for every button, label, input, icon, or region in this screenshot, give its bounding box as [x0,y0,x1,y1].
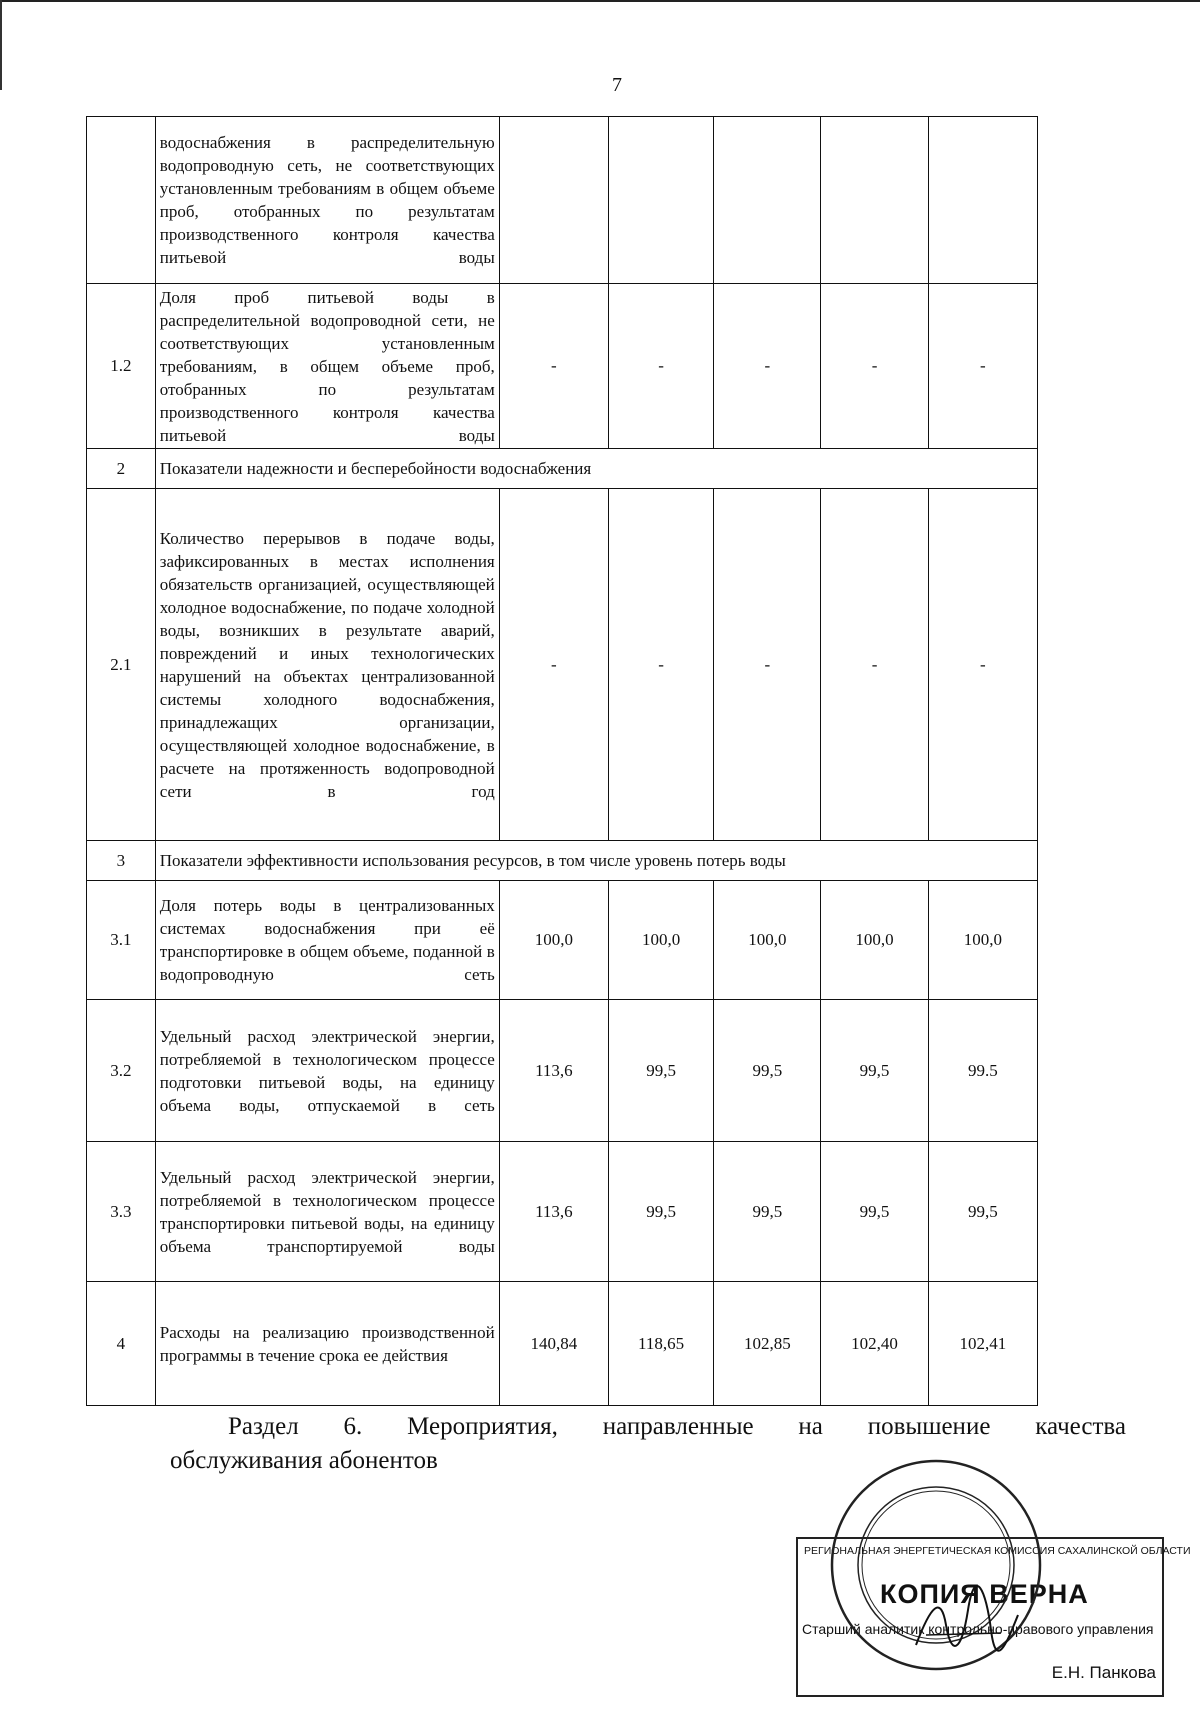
value-cell: 102,85 [714,1282,821,1406]
stamp-signer-name: Е.Н. Панкова [1051,1663,1156,1682]
value-cell: 113,6 [499,1142,608,1282]
heading-word: 6. [343,1413,363,1440]
row-number: 1.2 [87,284,156,449]
value-cell: 100,0 [928,881,1037,1000]
indicator-description: Удельный расход электрической энергии, потребляемой в технологическом процессе подготовки питьевой воды, на единицу объема воды, отпускаемой в сеть [155,1000,499,1142]
section-6-heading-line2: обслуживания абонентов [170,1447,438,1474]
value-cell: 100,0 [499,881,608,1000]
section-title: Показатели надежности и бесперебойности водоснабжения [155,449,1037,489]
value-cell [928,117,1037,284]
indicator-description: Количество перерывов в подаче воды, зафиксированных в местах исполнения обязательств организацией, осуществляющей холодное водоснабжение, по подаче холодной воды, возникших в результате аварий, повреждений и иных технологических нарушений на объектах централизованной системы холодного водоснабжения, принадлежащих организации, осуществляющей холодное водоснабжение, в расчете на протяженность водопроводной сети в год [155,489,499,841]
value-cell: - [821,284,928,449]
value-cell: - [714,489,821,841]
value-cell: - [928,284,1037,449]
value-cell: 99,5 [714,1000,821,1142]
section-number: 2 [87,449,156,489]
row-number: 2.1 [87,489,156,841]
row-number: 4 [87,1282,156,1406]
stamp-copy-certified: КОПИЯ ВЕРНА [880,1579,1089,1609]
section-row [87,841,1038,881]
certification-stamp [796,1455,1196,1716]
heading-word: качества [1035,1413,1126,1440]
heading-word: повышение [867,1413,991,1440]
indicator-description: Расходы на реализацию производственной программы в течение срока ее действия [155,1282,499,1406]
value-cell: - [714,284,821,449]
value-cell: 100,0 [714,881,821,1000]
table-row [87,284,1038,449]
table-row [87,489,1038,841]
value-cell: 99,5 [609,1142,714,1282]
value-cell: 113,6 [499,1000,608,1142]
table-row [87,1282,1038,1406]
row-number: 3.2 [87,1000,156,1142]
value-cell: - [928,489,1037,841]
indicator-description: водоснабжения в распределительную водопроводную сеть, не соответствующих установленным требованиям в общем объеме проб, отобранных по результатам производственного контроля качества питьевой воды [155,117,499,284]
scan-left-edge [0,0,2,90]
value-cell: 102,41 [928,1282,1037,1406]
table-row [87,1000,1038,1142]
section-title: Показатели эффективности использования ресурсов, в том числе уровень потерь воды [155,841,1037,881]
value-cell: 99,5 [714,1142,821,1282]
section-6-heading-line1 [170,1410,1126,1444]
section-number: 3 [87,841,156,881]
value-cell: 102,40 [821,1282,928,1406]
value-cell: - [499,284,608,449]
value-cell [609,117,714,284]
value-cell: 99,5 [928,1142,1037,1282]
table-row [87,1142,1038,1282]
value-cell: 100,0 [821,881,928,1000]
heading-word: на [798,1413,823,1440]
heading-word: направленные [602,1413,754,1440]
section-row [87,449,1038,489]
value-cell: 99.5 [928,1000,1037,1142]
stamp-organization: РЕГИОНАЛЬНАЯ ЭНЕРГЕТИЧЕСКАЯ КОМИССИЯ САХАЛИНСКОЙ ОБЛАСТИ [804,1545,1191,1557]
value-cell: - [821,489,928,841]
indicator-description: Удельный расход электрической энергии, потребляемой в технологическом процессе транспортировки питьевой воды, на единицу объема транспортируемой воды [155,1142,499,1282]
value-cell: - [499,489,608,841]
table-row [87,881,1038,1000]
value-cell: 100,0 [609,881,714,1000]
value-cell: - [609,284,714,449]
value-cell: 99,5 [821,1142,928,1282]
row-number [87,117,156,284]
value-cell: 99,5 [609,1000,714,1142]
value-cell: 118,65 [609,1282,714,1406]
value-cell [499,117,608,284]
stamp-role: Старший аналитик контрольно-правового управления [802,1621,1154,1637]
table-row [87,117,1038,284]
indicator-description: Доля потерь воды в централизованных системах водоснабжения при её транспортировке в общем объеме, поданной в водопроводную сеть [155,881,499,1000]
heading-word: Раздел [228,1413,299,1440]
value-cell: 140,84 [499,1282,608,1406]
heading-word: Мероприятия, [407,1413,558,1440]
value-cell: - [609,489,714,841]
row-number: 3.1 [87,881,156,1000]
value-cell [714,117,821,284]
row-number: 3.3 [87,1142,156,1282]
signature-icon [906,1585,1026,1665]
indicators-table [86,116,1038,1406]
value-cell: 99,5 [821,1000,928,1142]
indicator-description: Доля проб питьевой воды в распределительной водопроводной сети, не соответствующих установленным требованиям, в общем объеме проб, отобранных по результатам производственного контроля качества питьевой воды [155,284,499,449]
page-number: 7 [612,74,622,96]
value-cell [821,117,928,284]
scan-top-border [0,0,1200,2]
